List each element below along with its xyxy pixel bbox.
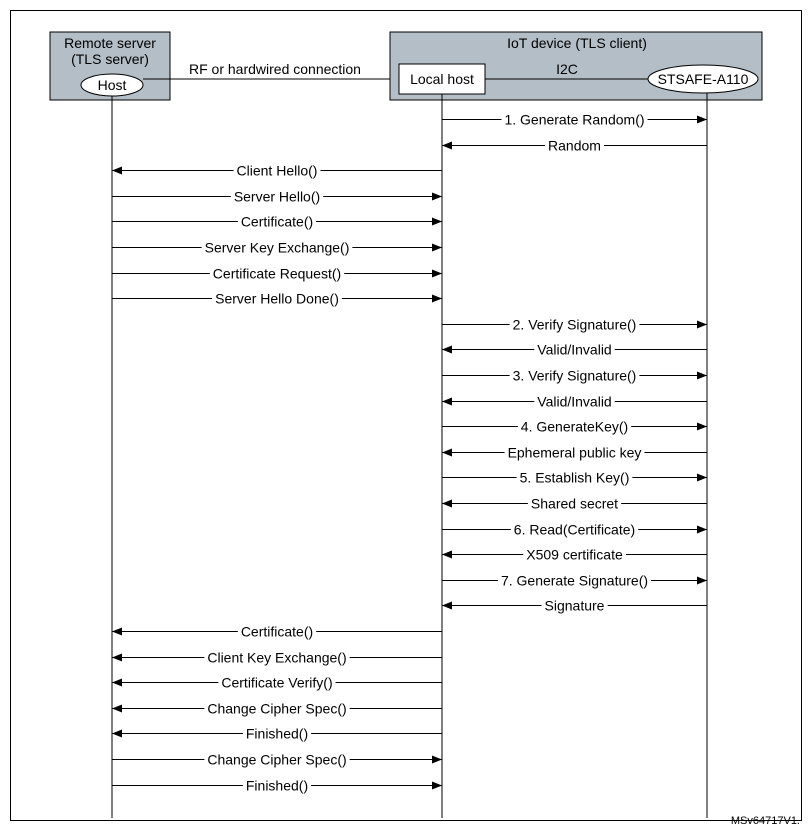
message-13: [442, 419, 707, 435]
local-host-label: Local host: [410, 71, 474, 87]
message-label: Server Hello(): [233, 188, 321, 205]
message-4: [112, 189, 442, 205]
message-7: [112, 266, 442, 282]
message-14: [442, 445, 707, 461]
message-label: Valid/Invalid: [537, 393, 612, 410]
message-23: [112, 675, 442, 691]
message-label: 5. Establish Key(): [519, 469, 630, 486]
message-16: [442, 496, 707, 512]
message-24: [112, 701, 442, 717]
message-label: 4. GenerateKey(): [520, 418, 629, 435]
message-18: [442, 547, 707, 563]
message-label: X509 certificate: [526, 546, 623, 563]
message-3: [112, 163, 442, 179]
message-label: Client Key Exchange(): [207, 649, 347, 666]
message-19: [442, 573, 707, 589]
message-label: Finished(): [245, 725, 309, 742]
message-label: Certificate Request(): [212, 265, 342, 282]
message-10: [442, 342, 707, 358]
message-2: [442, 138, 707, 154]
message-label: Change Cipher Spec(): [207, 700, 347, 717]
message-9: [442, 317, 707, 333]
iot-device-title: IoT device (TLS client): [507, 35, 647, 51]
message-label: Certificate Verify(): [221, 674, 333, 691]
message-20: [442, 598, 707, 614]
rf-connection-label: RF or hardwired connection: [189, 61, 361, 77]
message-label: Signature: [544, 597, 605, 614]
message-label: Certificate(): [240, 623, 314, 640]
message-label: Ephemeral public key: [507, 444, 642, 461]
message-label: Server Key Exchange(): [204, 239, 350, 256]
message-26: [112, 752, 442, 768]
message-label: Server Hello Done(): [215, 290, 339, 307]
i2c-connection-label: I2C: [556, 61, 578, 77]
message-21: [112, 624, 442, 640]
message-label: Shared secret: [530, 495, 619, 512]
stsafe-label: STSAFE-A110: [657, 71, 749, 87]
messages-group: [112, 112, 707, 794]
message-label: 3. Verify Signature(): [512, 367, 637, 384]
message-22: [112, 650, 442, 666]
message-12: [442, 394, 707, 410]
message-label: Random: [548, 137, 601, 154]
remote-server-title-line1: Remote server: [64, 35, 156, 51]
message-25: [112, 726, 442, 742]
message-15: [442, 470, 707, 486]
message-5: [112, 214, 442, 230]
message-6: [112, 240, 442, 256]
message-1: [442, 112, 707, 128]
message-label: 1. Generate Random(): [504, 111, 645, 128]
message-17: [442, 522, 707, 538]
message-label: Valid/Invalid: [537, 341, 612, 358]
message-label: 6. Read(Certificate): [513, 521, 636, 538]
message-8: [112, 291, 442, 307]
message-label: Client Hello(): [236, 162, 318, 179]
message-label: 2. Verify Signature(): [512, 316, 637, 333]
message-label: 7. Generate Signature(): [500, 572, 649, 589]
message-label: Finished(): [245, 777, 309, 794]
message-label: Change Cipher Spec(): [207, 751, 347, 768]
message-11: [442, 368, 707, 384]
figure-reference: MSv64717V1.: [730, 815, 800, 827]
host-label: Host: [97, 77, 127, 93]
message-27: [112, 778, 442, 794]
remote-server-title-line2: (TLS server): [71, 51, 149, 67]
message-label: Certificate(): [240, 213, 314, 230]
